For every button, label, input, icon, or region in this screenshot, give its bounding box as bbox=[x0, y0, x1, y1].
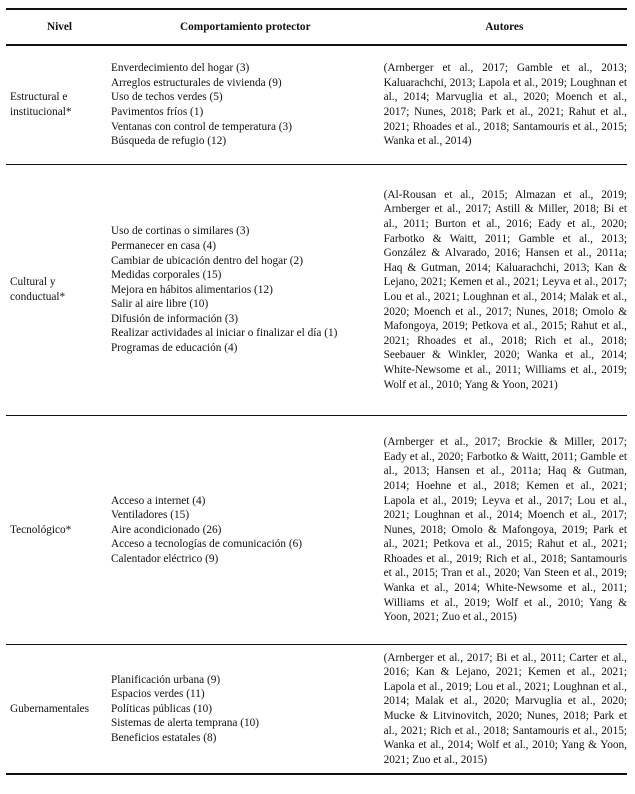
comportamiento-item: Medidas corporales (15) bbox=[110, 269, 222, 282]
autores-text: (Arnberger et al., 2017; Gamble et al., 2013; Kaluarachchi, 2013; Lapola et al., 2019; Loughnan et al., 2014; Marvuglia et al., 2020; Moench et al., 2017; Nunes, 2018; Park et al., 2021; Rahut et al., 2021; Rhoades et al., 2018; Santamouris et al., 2015; Wanka et al., 2014) bbox=[383, 62, 627, 148]
autores-cell bbox=[382, 416, 627, 645]
comportamiento-item: Programas de educación (4) bbox=[110, 342, 238, 355]
comportamiento-item: Ventanas con control de temperatura (3) bbox=[110, 120, 292, 133]
comportamiento-item: Acceso a tecnologías de comunicación (6) bbox=[110, 538, 303, 551]
comportamiento-cell bbox=[109, 416, 382, 645]
comportamiento-item: Sistemas de alerta temprana (10) bbox=[110, 717, 260, 730]
comportamiento-cell bbox=[109, 45, 382, 165]
autores-text: (Arnberger et al., 2017; Bi et al., 2011; Carter et al., 2016; Kan & Lejano, 2021; Kemen et al., 2021; Lapola et al., 2019; Lou et al., 2021; Loughnan et al., 2014; Malak et al., 2020; Marvuglia et al., 2020; Mucke & Litvinovitch, 2020; Nunes, 2018; Park et al., 2021; Rich et al., 2018; Santamouris et al., 2015; Wanka et al., 2014; Wolf et al., 2010; Yang & Yoon, 2021; Zuo et al., 2015) bbox=[383, 651, 627, 766]
comportamiento-item: Políticas públicas (10) bbox=[110, 702, 213, 715]
comportamiento-item: Cambiar de ubicación dentro del hogar (2) bbox=[110, 254, 303, 267]
nivel-cell: Gubernamentales bbox=[6, 645, 109, 775]
table-row bbox=[6, 45, 627, 165]
comportamiento-item: Búsqueda de refugio (12) bbox=[110, 135, 227, 148]
comportamiento-cell bbox=[109, 165, 382, 416]
comportamiento-item: Ventiladores (15) bbox=[110, 509, 190, 522]
header-comportamiento: Comportamiento protector bbox=[109, 9, 382, 45]
autores-text: (Al-Rousan et al., 2015; Almazan et al., 2019; Arnberger et al., 2017; Astill & Miller, 2018; Bi et al., 2011; Burton et al., 2016; Eady et al., 2020; Farbotko & Waitt, 2011; Gamble et al., 2013; González & Alvarado, 2016; Hansen et al., 2011a; Haq & Gutman, 2014; Kaluarachchi, 2013; Kan & Lejano, 2021; Kemen et al., 2021; Leyva et al., 2017; Lou et al., 2021; Loughnan et al., 2014; Malak et al., 2020; Moench et al., 2017; Nunes, 2018; Omolo & Mafongoya, 2019; Petkova et al., 2015; Rahut et al., 2021; Rhoades et al., 2018; Rich et al., 2018; Seebauer & Winkler, 2020; Wanka et al., 2014; White-Newsome et al., 2011; Williams et al., 2019; Wolf et al., 2010; Yang & Yoon, 2021) bbox=[383, 188, 627, 391]
comportamiento-item: Permanecer en casa (4) bbox=[110, 239, 217, 252]
comportamiento-item: Calentador eléctrico (9) bbox=[110, 552, 219, 565]
comportamiento-item: Acceso a internet (4) bbox=[110, 494, 206, 507]
comportamiento-item: Aire acondicionado (26) bbox=[110, 523, 222, 536]
comportamiento-item: Planificación urbana (9) bbox=[110, 673, 221, 686]
nivel-cell: Tecnológico* bbox=[6, 416, 109, 645]
header-row bbox=[6, 9, 627, 45]
table-row bbox=[6, 165, 627, 416]
comportamiento-item: Difusión de información (3) bbox=[110, 312, 239, 325]
autores-cell bbox=[382, 45, 627, 165]
header-nivel: Nivel bbox=[6, 9, 109, 45]
autores-cell bbox=[382, 645, 627, 775]
comportamiento-item: Espacios verdes (11) bbox=[110, 688, 205, 701]
autores-cell bbox=[382, 165, 627, 416]
comportamiento-item: Mejora en hábitos alimentarios (12) bbox=[110, 283, 273, 296]
nivel-cell: Cultural y conductual* bbox=[6, 165, 109, 416]
comportamiento-item: Realizar actividades al iniciar o finalizar el día (1) bbox=[110, 327, 338, 340]
comportamiento-item: Salir al aire libre (10) bbox=[110, 298, 209, 311]
comportamiento-item: Arreglos estructurales de vivienda (9) bbox=[110, 76, 282, 89]
comportamiento-item: Uso de cortinas o similares (3) bbox=[110, 225, 250, 238]
header-autores: Autores bbox=[382, 9, 627, 45]
table-body bbox=[6, 45, 627, 774]
nivel-cell: Estructural e institucional* bbox=[6, 45, 109, 165]
table-row bbox=[6, 645, 627, 775]
comportamiento-item: Pavimentos fríos (1) bbox=[110, 106, 204, 118]
comportamiento-item: Beneficios estatales (8) bbox=[110, 731, 217, 744]
autores-text: (Arnberger et al., 2017; Brockie & Miller, 2017; Eady et al., 2020; Farbotko & Waitt, 2011; Gamble et al., 2013; Hansen et al., 2011a; Haq & Gutman, 2014; Hoehne et al., 2018; Kemen et al., 2021; Lapola et al., 2019; Leyva et al., 2017; Lou et al., 2021; Loughnan et al., 2014; Moench et al., 2017; Nunes, 2018; Omolo & Mafongoya, 2019; Park et al., 2021; Petkova et al., 2015; Rahut et al., 2021; Rhoades et al., 2019; Rich et al., 2018; Santamouris et al., 2015; Tran et al., 2020; Van Steen et al., 2019; Wanka et al., 2014; White-Newsome et al., 2011; Williams et al., 2019; Wolf et al., 2010; Yang & Yoon, 2021; Zuo et al., 2015) bbox=[383, 436, 627, 624]
table-row bbox=[6, 416, 627, 645]
table-header bbox=[6, 9, 627, 45]
comportamiento-cell bbox=[109, 645, 382, 775]
comportamiento-item: Enverdecimiento del hogar (3) bbox=[110, 62, 250, 75]
comportamiento-item: Uso de techos verdes (5) bbox=[110, 91, 223, 104]
protective-behaviour-table bbox=[6, 8, 627, 775]
